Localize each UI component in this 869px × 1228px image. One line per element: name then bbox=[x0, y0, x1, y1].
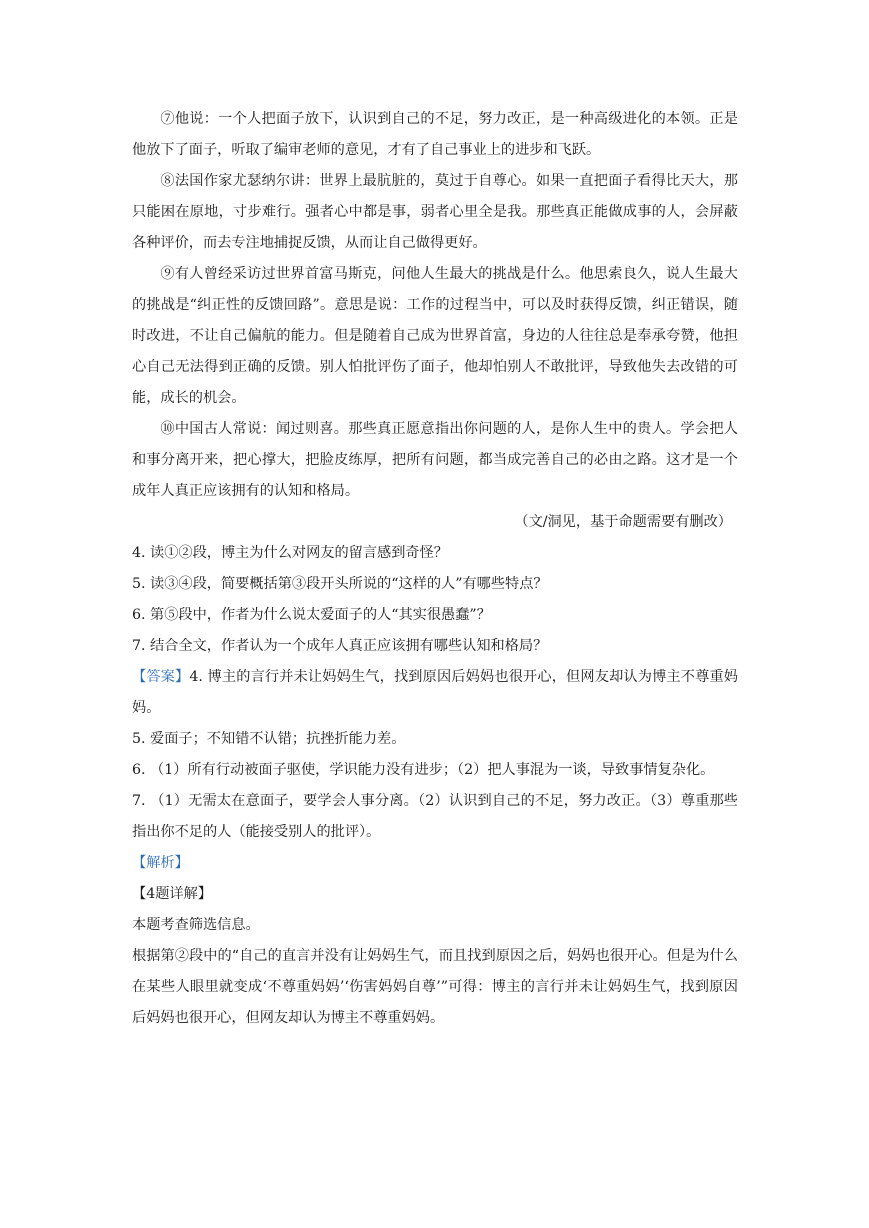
question-4: 4. 读①②段，博主为什么对网友的留言感到奇怪？ bbox=[132, 545, 448, 561]
question-7: 7. 结合全文，作者认为一个成年人真正应该拥有哪些认知和格局？ bbox=[132, 638, 548, 654]
paragraph-9: ⑨有人曾经采访过世界首富马斯克，问他人生最大的挑战是什么。他思索良久，说人生最大的挑战是“纠正性的反馈回路”。意思是说：工作的过程当中，可以及时获得反馈，纠正错误，随时改进，不让自己偏航的能力。但是随着自己成为世界首富，身边的人往往总是奉承夸赞，他担心自己无法得到正确的反馈。别人怕批评伤了面子，他却怕别人不敢批评，导致他失去改错的可能，成长的机会。 bbox=[132, 266, 738, 406]
question-5: 5. 读③④段，简要概括第③段开头所说的“这样的人”有哪些特点？ bbox=[132, 576, 548, 592]
paragraph-7: ⑦他说：一个人把面子放下，认识到自己的不足，努力改正，是一种高级进化的本领。正是他放下了面子，听取了编审老师的意见，才有了自己事业上的进步和飞跃。 bbox=[132, 111, 738, 158]
question-6: 6. 第⑤段中，作者为什么说太爱面子的人“其实很愚蠢”？ bbox=[132, 607, 491, 623]
analysis-line-2: 根据第②段中的“自己的直言并没有让妈妈生气，而且找到原因之后，妈妈也很开心。但是为什么在某些人眼里就变成‘不尊重妈妈’‘伤害妈妈自尊’”可得：博主的言行并未让妈妈生气，找到原因后妈妈也很开心，但网友却认为博主不尊重妈妈。 bbox=[132, 948, 738, 1026]
answer-5: 5. 爱面子；不知错不认错；抗挫折能力差。 bbox=[132, 731, 406, 747]
analysis-line-1: 本题考查筛选信息。 bbox=[132, 917, 260, 933]
analysis-tag: 【解析】 bbox=[132, 855, 189, 871]
answer-7: 7. （1）无需太在意面子，要学会人事分离。（2）认识到自己的不足，努力改正。（3）尊重那些指出你不足的人（能接受别人的批评）。 bbox=[132, 793, 738, 840]
paragraph-10: ⑩中国古人常说：闻过则喜。那些真正愿意指出你问题的人，是你人生中的贵人。学会把人和事分离开来，把心撑大，把脸皮练厚，把所有问题，都当成完善自己的必由之路。这才是一个成年人真正应该拥有的认知和格局。 bbox=[132, 421, 738, 499]
analysis-heading: 【4题详解】 bbox=[132, 886, 212, 902]
answer-4-text: 4. 博主的言行并未让妈妈生气，找到原因后妈妈也很开心，但网友却认为博主不尊重妈妈。 bbox=[132, 669, 738, 716]
answer-4 bbox=[132, 662, 738, 724]
paragraph-8: ⑧法国作家尤瑟纳尔讲：世界上最肮脏的，莫过于自尊心。如果一直把面子看得比天大，那只能困在原地，寸步难行。强者心中都是事，弱者心里全是我。那些真正能做成事的人，会屏蔽各种评价，而去专注地捕捉反馈，从而让自己做得更好。 bbox=[132, 173, 738, 251]
answer-tag: 【答案】 bbox=[132, 669, 190, 685]
source-note: （文/洞见，基于命题需要有删改） bbox=[514, 514, 732, 530]
document-page bbox=[132, 104, 738, 1034]
answer-6: 6. （1）所有行动被面子驱使，学识能力没有进步；（2）把人事混为一谈，导致事情复杂化。 bbox=[132, 762, 715, 778]
